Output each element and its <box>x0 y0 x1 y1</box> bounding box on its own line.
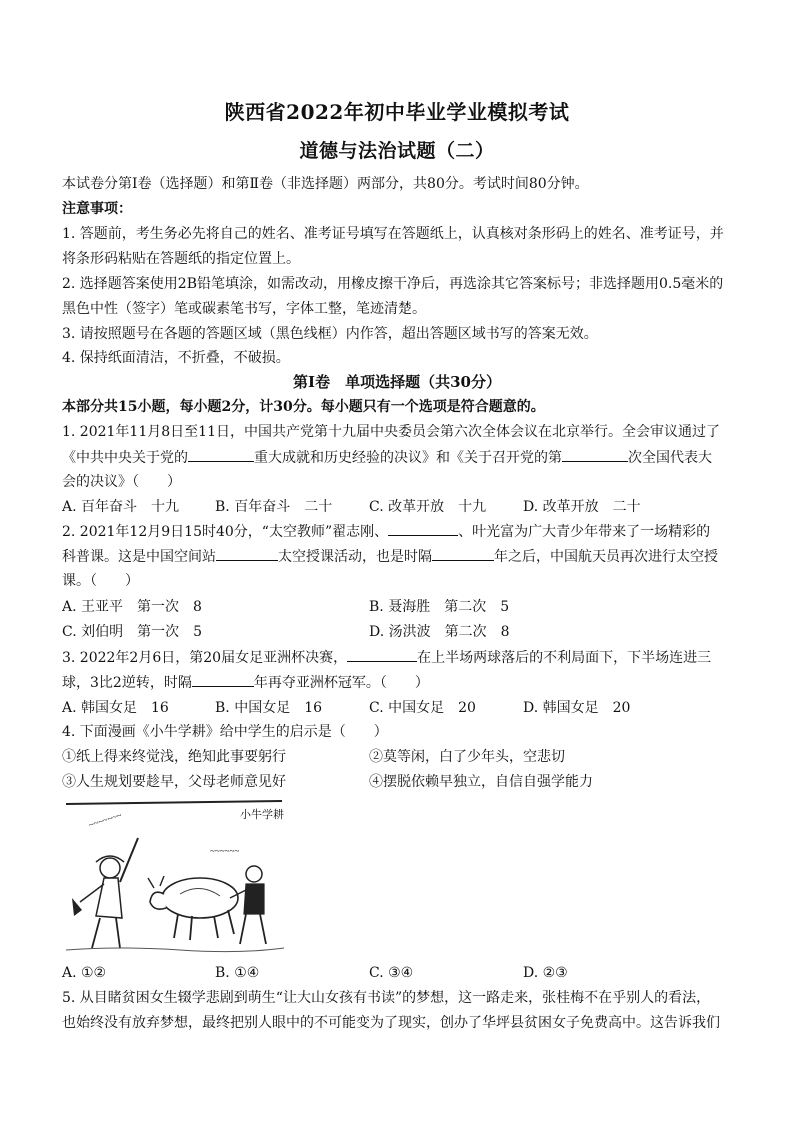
q1-option-c: C. 改革开放 十九 <box>369 499 487 515</box>
q4-option-a: A. ①② <box>62 965 107 981</box>
note-4: 4. 保持纸面清洁，不折叠，不破损。 <box>62 350 290 366</box>
q3-text-a: 3. 2022年2月6日，第20届女足亚洲杯决赛， <box>62 650 348 666</box>
q3-option-b: B. 中国女足 16 <box>215 700 323 716</box>
exam-title: 陕西省2022年初中毕业学业模拟考试 <box>224 100 570 124</box>
cartoon-title: 小牛学耕 <box>240 809 284 821</box>
q2-option-b: B. 聂海胜 第二次 5 <box>369 599 510 615</box>
q3-option-c: C. 中国女足 20 <box>369 700 476 716</box>
q1-line-3: 会的决议》（ ） <box>62 474 181 490</box>
q1-line-1: 1. 2021年11月8日至11日，中国共产党第十九届中央委员会第六次全体会议在北京举行。全会审议通过了 <box>62 424 720 440</box>
q4-option-d: D. ②③ <box>523 965 568 981</box>
answer-blank <box>432 546 494 561</box>
q4-option-b: B. ①④ <box>215 965 260 981</box>
note-1-line-2: 将条形码粘贴在答题纸的指定位置上。 <box>62 251 300 267</box>
q4-statement-1: ①纸上得来终觉浅，绝知此事要躬行 <box>62 749 286 765</box>
q1-text-b: 重大成就和历史经验的决议》和《关于召开党的第 <box>254 450 562 466</box>
q3-option-d: D. 韩国女足 20 <box>523 700 631 716</box>
q1-text-a: 《中共中央关于党的 <box>62 450 188 466</box>
q3-line-1 <box>62 647 734 668</box>
q3-text-b2: 年再夺亚洲杯冠军。（ ） <box>253 675 429 691</box>
intro-text: 本试卷分第Ⅰ卷（选择题）和第Ⅱ卷（非选择题）两部分，共80分。考试时间80分钟。 <box>62 176 589 192</box>
q1-text-c: 次全国代表大 <box>628 450 712 466</box>
q2-option-a: A. 王亚平 第一次 8 <box>62 599 202 615</box>
note-2-line-1: 2. 选择题答案使用2B铅笔填涂，如需改动，用橡皮擦干净后，再选涂其它答案标号；非选择题用0.5毫米的 <box>62 276 724 292</box>
q1-option-a: A. 百年奋斗 十九 <box>62 499 180 515</box>
notes-heading: 注意事项： <box>62 201 132 217</box>
cartoon-image <box>60 798 290 958</box>
q2-line-2 <box>62 546 734 567</box>
q3-text-a2: 球，3比2逆转，时隔 <box>62 675 192 691</box>
q2-text-a: 2. 2021年12月9日15时40分，“太空教师”翟志刚、 <box>62 524 389 540</box>
note-3: 3. 请按照题号在各题的答题区域（黑色线框）内作答，超出答题区域书写的答案无效。 <box>62 326 598 342</box>
q3-text-b: 在上半场两球落后的不利局面下，下半场连进三 <box>417 650 712 666</box>
q2-option-c: C. 刘伯明 第一次 5 <box>62 624 203 640</box>
q1-option-b: B. 百年奋斗 二十 <box>215 499 333 515</box>
q1-option-d: D. 改革开放 二十 <box>523 499 641 515</box>
svg-text:~~~~~~~: ~~~~~~~ <box>87 809 124 830</box>
section-title: 第Ⅰ卷 单项选择题（共30分） <box>293 373 501 391</box>
note-2-line-2: 黑色中性（签字）笔或碳素笔书写，字体工整，笔迹清楚。 <box>62 301 426 317</box>
q3-option-a: A. 韩国女足 16 <box>62 700 169 716</box>
svg-text:~~~~~~: ~~~~~~ <box>210 846 240 856</box>
exam-subtitle: 道德与法治试题（二） <box>299 140 495 162</box>
section-instruction: 本部分共15小题，每小题2分，计30分。每小题只有一个选项是符合题意的。 <box>62 399 545 415</box>
q2-text-b2: 太空授课活动，也是时隔 <box>278 549 432 565</box>
answer-blank <box>216 546 278 561</box>
q2-option-d: D. 汤洪波 第二次 8 <box>369 624 510 640</box>
q5-line-1: 5. 从目睹贫困女生辍学悲剧到萌生“让大山女孩有书读”的梦想，这一路走来，张桂梅不在乎别人的看法， <box>62 990 711 1006</box>
q2-text-a2: 科普课。这是中国空间站 <box>62 549 216 565</box>
note-1-line-1: 1. 答题前，考生务必先将自己的姓名、准考证号填写在答题纸上，认真核对条形码上的姓名、准考证号，并 <box>62 226 724 242</box>
q4-statement-2: ②莫等闲，白了少年头，空悲切 <box>369 749 565 765</box>
cartoon-drawing <box>60 798 290 958</box>
q4-option-c: C. ③④ <box>369 965 414 981</box>
q3-line-2 <box>62 672 734 693</box>
answer-blank <box>388 521 458 536</box>
q4-statement-4: ④摆脱依赖早独立，自信自强学能力 <box>369 774 593 790</box>
q2-text-b: 、叶光富为广大青少年带来了一场精彩的 <box>458 524 711 540</box>
answer-blank <box>347 647 417 662</box>
answer-blank <box>562 447 628 462</box>
q2-line-1 <box>62 521 734 542</box>
answer-blank <box>192 672 254 687</box>
q2-line-3: 课。（ ） <box>62 573 139 589</box>
q4-statement-3: ③人生规划要趁早，父母老师意见好 <box>62 774 286 790</box>
q5-line-2: 也始终没有放弃梦想，最终把别人眼中的不可能变为了现实，创办了华坪县贫困女子免费高中。这告诉我们 <box>62 1015 720 1031</box>
q1-line-2 <box>62 447 734 468</box>
answer-blank <box>188 447 254 462</box>
q4-stem: 4. 下面漫画《小牛学耕》给中学生的启示是（ ） <box>62 724 388 740</box>
q2-text-c2: 年之后，中国航天员再次进行太空授 <box>494 549 718 565</box>
